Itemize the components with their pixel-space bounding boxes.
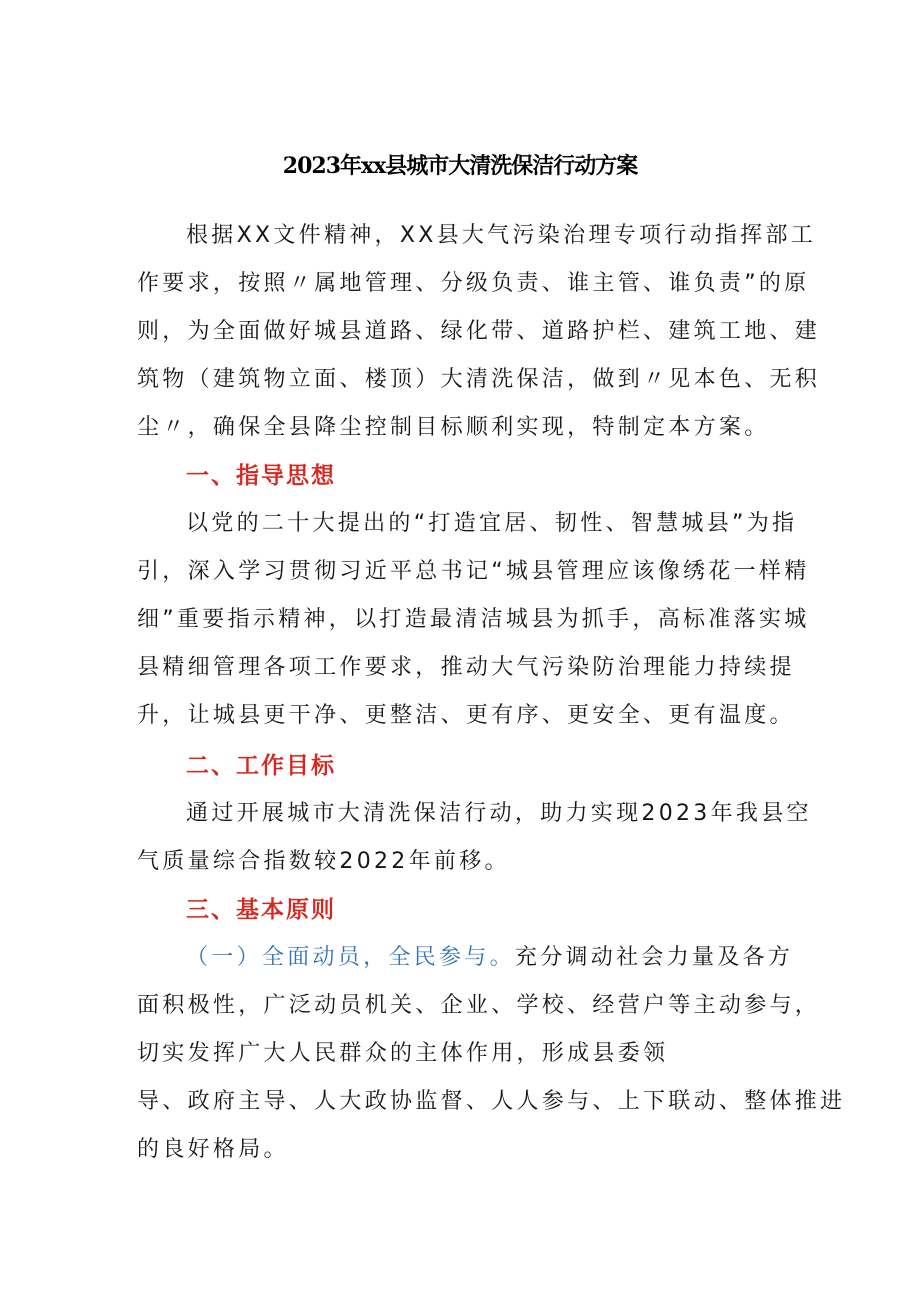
intro-line-3: 则，为全面做好城县道路、绿化带、道路护栏、建筑工地、建 — [137, 319, 821, 344]
section3-line-1 — [186, 943, 793, 973]
intro-line-5: 尘〃，确保全县降尘控制目标顺利实现，特制定本方案。 — [137, 415, 770, 440]
section1-line-1: 以党的二十大提出的“打造宜居、韧性、智慧城县”为指 — [186, 511, 798, 536]
intro-line-4: 筑物（建筑物立面、楼顶）大清洗保洁，做到〃见本色、无积 — [137, 367, 821, 392]
section3-line-1-rest: 充分调动社会力量及各方 — [514, 945, 794, 970]
section3-line-5: 的良好格局。 — [137, 1137, 289, 1162]
section1-line-2: 引，深入学习贯彻习近平总书记“城县管理应该像绣花一样精 — [137, 559, 810, 584]
section3-line-3: 切实发挥广大人民群众的主体作用，形成县委领 — [137, 1041, 669, 1066]
intro-line-2: 作要求，按照〃属地管理、分级负责、谁主管、谁负责”的原 — [137, 271, 810, 296]
section1-line-4: 县精细管理各项工作要求，推动大气污染防治理能力持续提 — [137, 655, 795, 680]
section1-line-5: 升，让城县更干净、更整洁、更有序、更安全、更有温度。 — [137, 703, 795, 728]
section3-line-4: 导、政府主导、人大政协监督、人人参与、上下联动、整体推进 — [137, 1089, 846, 1114]
section-heading-basic-principles: 三、基本原则 — [186, 897, 336, 923]
section-heading-work-goal: 二、工作目标 — [186, 753, 336, 779]
section2-line-1: 通过开展城市大清洗保洁行动，助力实现2023年我县空 — [186, 801, 812, 826]
section3-line-2: 面积极性，广泛动员机关、企业、学校、经营户等主动参与， — [137, 993, 821, 1018]
section2-line-2: 气质量综合指数较2022年前移。 — [137, 849, 510, 874]
section1-line-3: 细”重要指示精神，以打造最清洁城县为抓手，高标准落实城 — [137, 607, 810, 632]
subsection-label-mobilization: （一）全面动员，全民参与。 — [186, 945, 515, 970]
intro-line-1: 根据XX文件精神，XX县大气污染治理专项行动指挥部工 — [186, 223, 817, 248]
document-title: 2023年xx县城市大清洗保洁行动方案 — [282, 153, 638, 179]
section-heading-guiding-thought: 一、指导思想 — [186, 463, 336, 489]
